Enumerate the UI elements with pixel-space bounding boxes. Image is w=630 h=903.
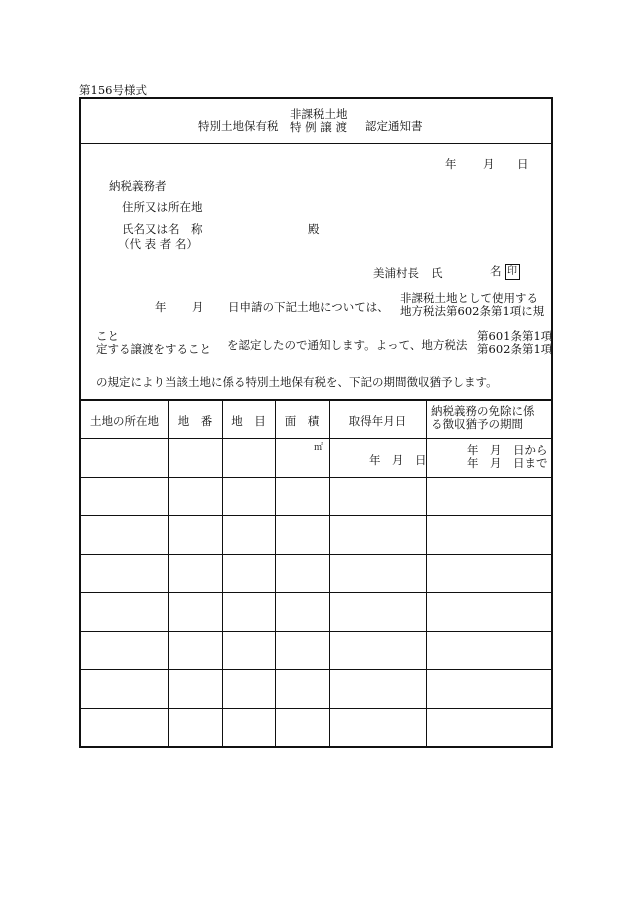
table-column-divider <box>275 399 276 746</box>
title-suffix: 認定通知書 <box>365 119 423 133</box>
title-option-special: 特 例 譲 渡 <box>290 120 347 134</box>
title-option-exempt: 非課税土地 <box>290 107 348 121</box>
title-options <box>290 108 348 134</box>
header-deferral-line1: 納税義務の免除に係 <box>431 404 535 418</box>
issuer-title: 美浦村長 <box>373 266 419 280</box>
table-row-divider <box>81 669 551 670</box>
seal-stamp-mark: 印 <box>505 264 520 280</box>
header-deferral-period <box>431 405 535 431</box>
issuer-name-label-2: 名 印 <box>490 263 520 280</box>
body-option-a-line2: 地方税法第602条第1項に規 <box>400 304 545 318</box>
header-land-category: 地 目 <box>231 414 266 428</box>
title-prefix: 特別土地保有税 <box>198 119 279 133</box>
table-column-divider <box>168 399 169 746</box>
body-article-601: 第601条第1項 <box>477 329 553 343</box>
body-option-b <box>96 330 211 356</box>
acquired-date-template: 年 月 日 <box>369 453 427 467</box>
taxpayer-heading: 納税義務者 <box>109 179 167 193</box>
deferral-from: 年 月 日から <box>467 443 548 457</box>
date-month: 月 <box>483 157 495 171</box>
header-acquired-date: 取得年月日 <box>348 414 407 428</box>
table-top-border <box>81 399 551 401</box>
body-last-line: の規定により当該土地に係る特別土地保有税を、下記の期間徴収猶予します。 <box>96 375 498 389</box>
representative-label: （代 表 者 名） <box>118 237 198 251</box>
body-option-b-line2: 定する譲渡をすること <box>96 342 211 356</box>
header-deferral-line2: る徴収猶予の期間 <box>431 417 523 431</box>
table-column-divider <box>329 399 330 746</box>
body-applied: 日申請の下記土地については、 <box>228 300 389 314</box>
table-row-divider <box>81 515 551 516</box>
date-day: 日 <box>517 157 529 171</box>
body-option-b-line1: こと <box>96 329 119 343</box>
table-header-divider <box>81 438 551 439</box>
name-label: 氏名又は名 称 <box>122 222 203 236</box>
header-area: 面 積 <box>284 414 320 428</box>
form-number: 第156号様式 <box>79 83 147 97</box>
deferral-to: 年 月 日まで <box>467 456 548 470</box>
body-option-a <box>400 292 544 318</box>
body-year: 年 <box>155 300 167 314</box>
address-label: 住所又は所在地 <box>122 200 203 214</box>
table-row-divider <box>81 477 551 478</box>
deferral-period-template <box>467 444 548 470</box>
issuer-name-label: 氏 <box>431 266 443 280</box>
body-middle: を認定したので通知します。よって、地方税法 <box>227 338 468 352</box>
body-article-602: 第602条第1項 <box>477 342 553 356</box>
honorific: 殿 <box>308 222 320 236</box>
table-row-divider <box>81 554 551 555</box>
area-unit: ㎡ <box>314 443 324 453</box>
title-divider <box>81 143 551 144</box>
table-row-divider <box>81 592 551 593</box>
form-frame <box>79 97 553 748</box>
header-lot-number: 地 番 <box>177 414 213 428</box>
body-month: 月 <box>192 300 204 314</box>
date-year: 年 <box>445 157 457 171</box>
body-articles <box>477 330 552 356</box>
table-row-divider <box>81 708 551 709</box>
header-location: 土地の所在地 <box>90 414 159 428</box>
table-column-divider <box>222 399 223 746</box>
table-row-divider <box>81 631 551 632</box>
body-option-a-line1: 非課税土地として使用する <box>400 291 538 305</box>
